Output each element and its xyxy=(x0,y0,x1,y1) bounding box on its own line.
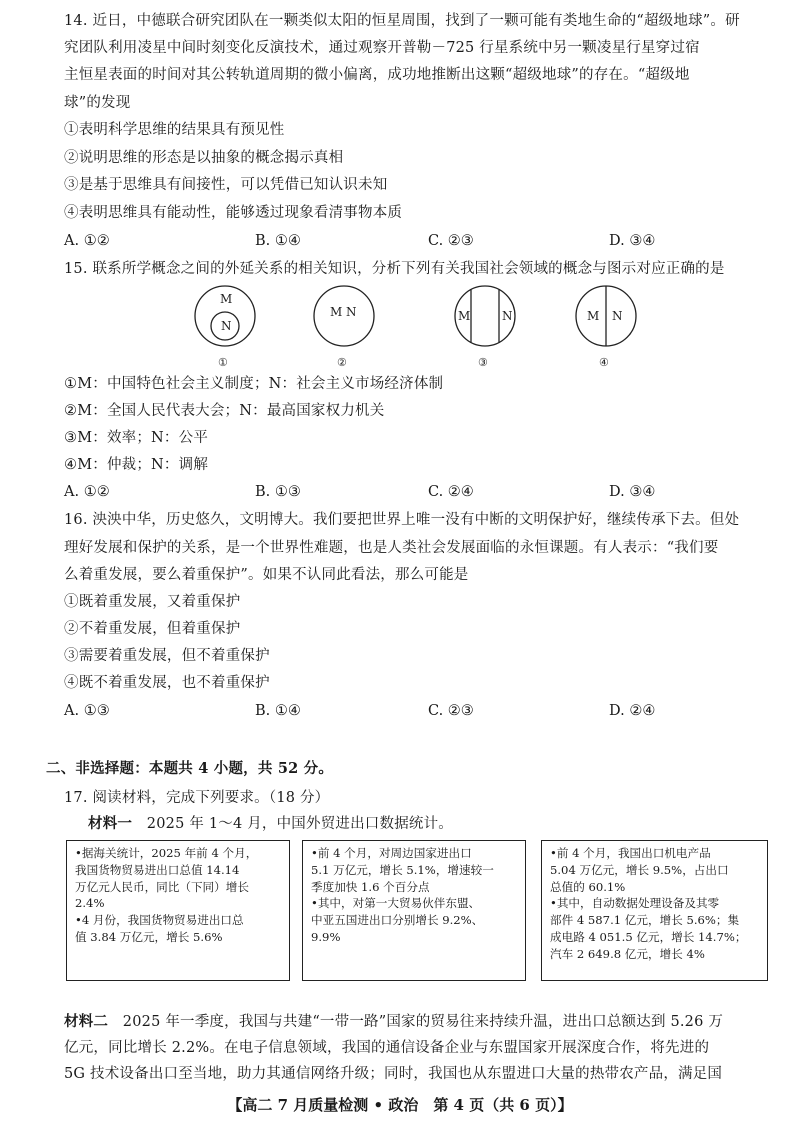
venn-2-label-n: N xyxy=(346,305,357,319)
q15-option-b[interactable]: B. ①③ xyxy=(255,484,301,500)
box-1-line: •据海关统计，2025 年前 4 个月， xyxy=(75,846,258,860)
q17-material-1-intro xyxy=(88,812,788,836)
q16-stem-line-3: 么着重发展，要么着重保护”。如果不认同此看法，那么可能是 xyxy=(64,567,469,583)
material-2-label: 材料二 xyxy=(64,1013,109,1030)
box-3-line: •前 4 个月，我国出口机电产品 xyxy=(550,846,711,860)
q16-option-b[interactable]: B. ①④ xyxy=(255,703,301,719)
box-2-line: 5.1 万亿元，增长 5.1%，增速较一 xyxy=(311,862,494,877)
material-1-box-1 xyxy=(66,840,290,981)
box-3-line: 总值的 60.1% xyxy=(550,879,626,894)
q15-statement-2: ②M：全国人民代表大会；N：最高国家权力机关 xyxy=(64,403,385,419)
box-1-line: •4 月份，我国货物贸易进出口总 xyxy=(75,913,244,928)
q14-option-a[interactable]: A. ①② xyxy=(64,233,110,249)
box-1-line: 我国货物贸易进出口总值 14.14 xyxy=(75,862,240,877)
q17-material-2-line-3: 5G 技术设备出口至当地，助力其通信网络升级；同时，我国也从东盟进口大量的热带农产品，满足国 xyxy=(64,1066,723,1082)
q14-statement-3: ③是基于思维具有间接性，可以凭借已知认识未知 xyxy=(64,177,388,193)
venn-4-label-n: N xyxy=(612,309,623,323)
q15-statement-1: ①M：中国特色社会主义制度；N：社会主义市场经济体制 xyxy=(64,376,444,392)
q15-option-d[interactable]: D. ③④ xyxy=(609,484,656,500)
venn-1-label-m: M xyxy=(220,292,233,306)
q15-stem: 15. 联系所学概念之间的外延关系的相关知识，分析下列有关我国社会领域的概念与图示对应正确的是 xyxy=(64,261,725,277)
page-footer: 【高二 7 月质量检测 • 政治 第 4 页（共 6 页）】 xyxy=(227,1096,573,1114)
q16-statement-2: ②不着重发展，但着重保护 xyxy=(64,621,241,637)
box-2-line: 9.9% xyxy=(311,929,341,944)
material-2-text-1: 2025 年一季度，我国与共建“一带一路”国家的贸易往来持续升温，进出口总额达到 5.26 万 xyxy=(108,1014,724,1030)
venn-diagram-2 xyxy=(314,286,374,369)
q14-stem-line-2: 究团队利用凌星中间时刻变化反演技术，通过观察开普勒－725 行星系统中另一颗凌星行星穿过宿 xyxy=(64,40,700,56)
section-2-heading: 二、非选择题：本题共 4 小题，共 52 分。 xyxy=(46,760,334,777)
venn-2-label-m: M xyxy=(330,305,343,319)
q16-statement-4: ④既不着重发展，也不着重保护 xyxy=(64,675,270,691)
box-3-line: 成电路 4 051.5 亿元，增长 14.7%； xyxy=(550,929,747,944)
q15-option-c[interactable]: C. ②④ xyxy=(428,484,474,500)
q14-stem-line-3: 主恒星表面的时间对其公转轨道周期的微小偏离，成功地推断出这颗“超级地球”的存在。“超级地 xyxy=(64,67,690,83)
q15-venn-diagrams xyxy=(180,284,640,376)
q17-material-2-line-2: 亿元，同比增长 2.2%。在电子信息领域，我国的通信设备企业与东盟国家开展深度合作，将先进的 xyxy=(64,1040,710,1056)
venn-diagram-1 xyxy=(195,286,255,369)
venn-1-number: ① xyxy=(218,356,228,369)
q16-statement-3: ③需要着重发展，但不着重保护 xyxy=(64,648,270,664)
box-1-line: 2.4% xyxy=(75,896,105,911)
material-1-text: 2025 年 1～4 月，中国外贸进出口数据统计。 xyxy=(132,816,453,832)
q14-statement-2: ②说明思维的形态是以抽象的概念揭示真相 xyxy=(64,150,344,166)
q16-statement-1: ①既着重发展，又着重保护 xyxy=(64,594,241,610)
material-1-box-3 xyxy=(541,840,768,981)
q14-option-c[interactable]: C. ②③ xyxy=(428,233,474,249)
venn-3-label-m: M xyxy=(458,309,471,323)
material-1-label: 材料一 xyxy=(88,815,133,832)
venn-2-number: ② xyxy=(337,356,347,369)
q16-option-a[interactable]: A. ①③ xyxy=(64,703,110,719)
q14-option-d[interactable]: D. ③④ xyxy=(609,233,656,249)
venn-3-label-n: N xyxy=(502,309,513,323)
q14-option-b[interactable]: B. ①④ xyxy=(255,233,301,249)
box-2-line: •前 4 个月，对周边国家进出口 xyxy=(311,846,472,860)
q17-material-2-line-1 xyxy=(64,1010,764,1034)
q14-stem-line-1: 14. 近日，中德联合研究团队在一颗类似太阳的恒星周围，找到了一颗可能有类地生命的“超级地球”。研 xyxy=(64,13,740,29)
q15-statement-4: ④M：仲裁；N：调解 xyxy=(64,457,209,473)
q14-stem-line-4: 球”的发现 xyxy=(64,95,131,111)
box-3-line: 汽车 2 649.8 亿元，增长 4% xyxy=(550,946,705,961)
venn-2-circle xyxy=(314,286,374,346)
venn-4-number: ④ xyxy=(599,356,609,369)
q14-statement-1: ①表明科学思维的结果具有预见性 xyxy=(64,122,285,138)
box-2-line: •其中，对第一大贸易伙伴东盟、 xyxy=(311,896,481,911)
q17-stem: 17. 阅读材料，完成下列要求。（18 分） xyxy=(64,790,330,806)
venn-diagram-4 xyxy=(576,286,636,369)
box-3-line: 5.04 万亿元，增长 9.5%，占出口 xyxy=(550,862,729,877)
q16-stem-line-2: 理好发展和保护的关系，是一个世界性难题，也是人类社会发展面临的永恒课题。有人表示：“我们要 xyxy=(64,540,719,556)
venn-diagram-3 xyxy=(455,286,515,369)
material-1-box-2 xyxy=(302,840,526,981)
box-3-line: •其中，自动数据处理设备及其零 xyxy=(550,896,720,911)
q16-stem-line-1: 16. 泱泱中华，历史悠久，文明博大。我们要把世界上唯一没有中断的文明保护好，继续传承下去。但处 xyxy=(64,512,740,528)
venn-1-label-n: N xyxy=(221,319,232,333)
q15-option-a[interactable]: A. ①② xyxy=(64,484,110,500)
q15-statement-3: ③M：效率；N：公平 xyxy=(64,430,209,446)
venn-4-label-m: M xyxy=(587,309,600,323)
q16-option-d[interactable]: D. ②④ xyxy=(609,703,656,719)
box-2-line: 中亚五国进出口分别增长 9.2%、 xyxy=(311,913,484,928)
box-1-line: 万亿元人民币，同比（下同）增长 xyxy=(75,879,249,894)
venn-3-number: ③ xyxy=(478,356,488,369)
q16-option-c[interactable]: C. ②③ xyxy=(428,703,474,719)
box-1-line: 值 3.84 万亿元，增长 5.6% xyxy=(75,929,223,944)
box-3-line: 部件 4 587.1 亿元，增长 5.6%；集 xyxy=(550,913,740,928)
q14-statement-4: ④表明思维具有能动性，能够透过现象看清事物本质 xyxy=(64,205,403,221)
box-2-line: 季度加快 1.6 个百分点 xyxy=(311,879,430,894)
